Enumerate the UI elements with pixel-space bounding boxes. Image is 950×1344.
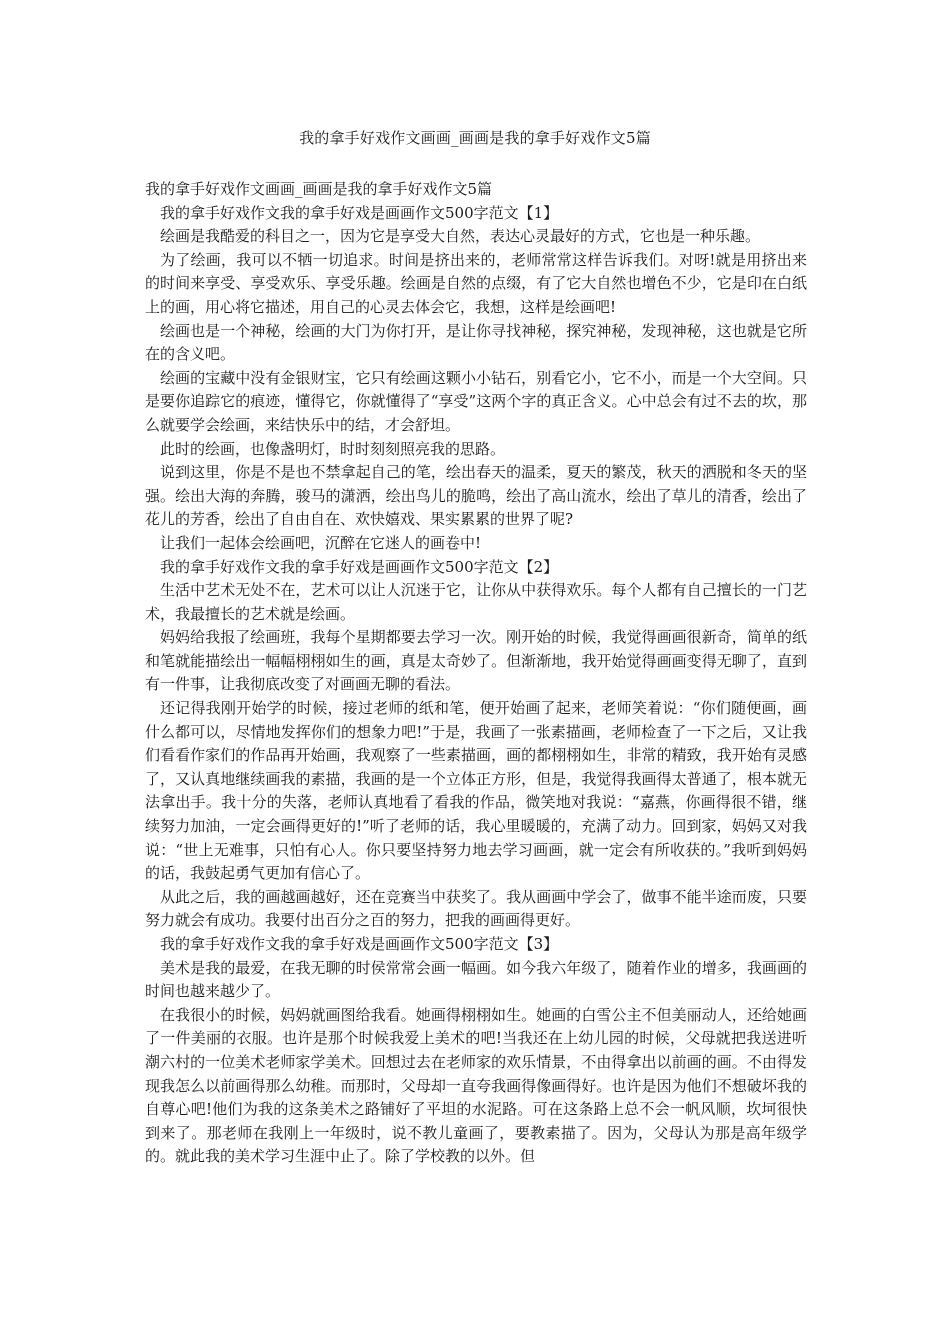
document-paragraph: 还记得我刚开始学的时候，接过老师的纸和笔，便开始画了起来，老师笑着说：“你们随便画，画什么都可以，尽情地发挥你们的想象力吧!”于是，我画了一张素描画，老师检查了一下之后，又让我们看看作家们的作品再开始画，我观察了一些素描画，画的都栩栩如生，非常的精致，我开始有灵感了，又认真地继续画我的素描，我画的是一个立体正方形，但是，我觉得我画得太普通了，根本就无法拿出手。我十分的失落，老师认真地看了看我的作品，微笑地对我说：“嘉燕，你画得很不错，继续努力加油，一定会画得更好的!”听了老师的话，我心里暖暖的，充满了动力。回到家，妈妈又对我说：“世上无难事，只怕有心人。你只要坚持努力地去学习画画，就一定会有所收获的。”我听到妈妈的话，我鼓起勇气更加有信心了。 [145, 699, 807, 883]
document-paragraph: 绘画的宝藏中没有金银财宝，它只有绘画这颗小小钻石，别看它小，它不小，而是一个大空间。只是要你追踪它的痕迹，懂得它，你就懂得了“享受”这两个字的真正含义。心中总会有过不去的坎，那么就要学会绘画，来结快乐中的结，才会舒坦。 [145, 368, 807, 434]
document-paragraph: 说到这里，你是不是也不禁拿起自己的笔，绘出春天的温柔，夏天的繁茂，秋天的洒脱和冬天的坚强。绘出大海的奔腾，骏马的潇洒，绘出鸟儿的脆鸣，绘出了高山流水，绘出了草儿的清香，绘出了花儿的芳香，绘出了自由自在、欢快嬉戏、果实累累的世界了呢? [145, 463, 807, 529]
document-subtitle: 我的拿手好戏作文画画_画画是我的拿手好戏作文5篇 [145, 180, 493, 198]
document-title: 我的拿手好戏作文画画_画画是我的拿手好戏作文5篇 [299, 129, 651, 147]
document-paragraph: 绘画是我酷爱的科目之一，因为它是享受大自然，表达心灵最好的方式，它也是一种乐趣。 [160, 227, 761, 246]
document-paragraph: 在我很小的时候，妈妈就画图给我看。她画得栩栩如生。她画的白雪公主不但美丽动人，还给她画了一件美丽的衣服。也许是那个时候我爱上美术的吧!当我还在上幼儿园的时候，父母就把我送进听潮六村的一位美术老师家学美术。回想过去在老师家的欢乐情景，不由得拿出以前画的画。不由得发现我怎么以前画得那么幼稚。而那时，父母却一直夸我画得像画得好。也许是因为他们不想破坏我的自尊心吧!他们为我的这条美术之路铺好了平坦的水泥路。可在这条路上总不会一帆风顺，坎坷很快到来了。那老师在我刚上一年级时，说不教儿童画了，要教素描了。因为，父母认为那是高年级学的。就此我的美术学习生涯中止了。除了学校教的以外。但 [145, 1005, 807, 1166]
document-paragraph: 为了绘画，我可以不牺一切追求。时间是挤出来的，老师常常这样告诉我们。对呀!就是用挤出来的时间来享受、享受欢乐、享受乐趣。绘画是自然的点缀，有了它大自然也增色不少，它是印在白纸上的画，用心将它描述，用自己的心灵去体会它，我想，这样是绘画吧! [145, 250, 807, 316]
document-paragraph: 我的拿手好戏作文我的拿手好戏是画画作文500字范文【3】 [160, 935, 559, 953]
document-paragraph: 我的拿手好戏作文我的拿手好戏是画画作文500字范文【1】 [160, 203, 559, 222]
document-paragraph: 生活中艺术无处不在，艺术可以让人沉迷于它，让你从中获得欢乐。每个人都有自己擅长的一门艺术，我最擅长的艺术就是绘画。 [145, 581, 807, 623]
document-paragraph: 妈妈给我报了绘画班，我每个星期都要去学习一次。刚开始的时候，我觉得画画很新奇，简单的纸和笔就能描绘出一幅幅栩栩如生的画，真是太奇妙了。但渐渐地，我开始觉得画画变得无聊了，直到有一件事，让我彻底改变了对画画无聊的看法。 [145, 628, 807, 694]
document-paragraph: 我的拿手好戏作文我的拿手好戏是画画作文500字范文【2】 [160, 557, 559, 576]
document-paragraph: 让我们一起体会绘画吧，沉醉在它迷人的画卷中! [160, 533, 482, 552]
document-body [145, 178, 807, 1169]
document-paragraph: 从此之后，我的画越画越好，还在竞赛当中获奖了。我从画画中学会了，做事不能半途而废，只要努力就会有成功。我要付出百分之百的努力，把我的画画得更好。 [145, 887, 807, 930]
document-paragraph: 美术是我的最爱，在我无聊的时侯常常会画一幅画。如今我六年级了，随着作业的增多，我画画的时间也越来越少了。 [145, 958, 807, 1001]
document-paragraph: 绘画也是一个神秘，绘画的大门为你打开，是让你寻找神秘，探究神秘，发现神秘，这也就是它所在的含义吧。 [145, 321, 807, 364]
document-paragraph: 此时的绘画，也像盏明灯，时时刻刻照亮我的思路。 [160, 439, 506, 458]
